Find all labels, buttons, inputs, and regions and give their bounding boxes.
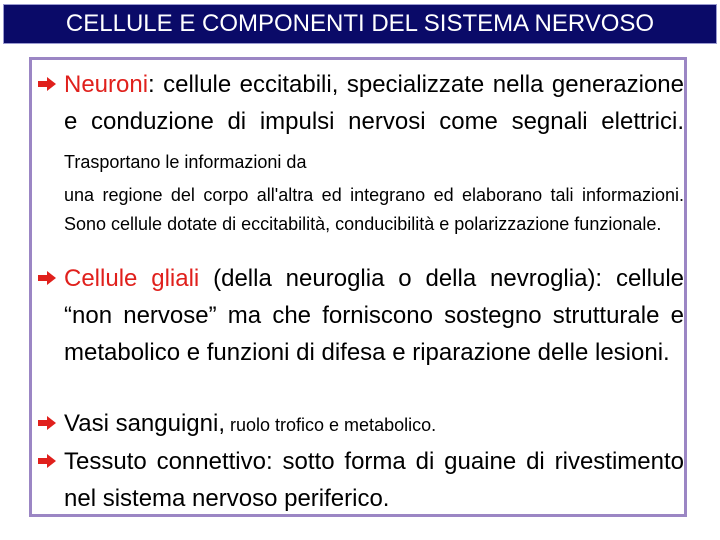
arrow-right-icon [38, 77, 56, 91]
slide-title: CELLULE E COMPONENTI DEL SISTEMA NERVOSO [3, 4, 717, 44]
term-vasi: Vasi sanguigni, [64, 410, 225, 437]
bullet-tessuto [64, 443, 684, 517]
vasi-text: ruolo trofico e metabolico. [225, 415, 437, 435]
bullet-neuroni [64, 66, 684, 239]
bullet-gliali [64, 260, 684, 371]
term-neuroni: Neuroni [64, 71, 149, 98]
term-gliali: Cellule gliali [64, 265, 200, 292]
neuroni-text: : cellule eccitabili, specializzate nella generazione e conduzione di impulsi nervosi come segnali elettrici. [64, 71, 684, 135]
bullet-vasi [64, 405, 684, 444]
arrow-right-icon [38, 416, 56, 430]
neuroni-small-inline: Trasportano le informazioni da [64, 152, 307, 172]
tessuto-text: Tessuto connettivo: sotto forma di guaine di rivestimento nel sistema nervoso periferico. [64, 448, 684, 512]
gliali-text: (della neuroglia o della nevroglia): cellule “non nervose” ma che forniscono sostegno strutturale e metabolico e funzioni di difesa e riparazione delle lesioni. [64, 265, 685, 366]
arrow-right-icon [38, 454, 56, 468]
arrow-right-icon [38, 271, 56, 285]
content-frame [29, 57, 687, 517]
neuroni-small-block: una regione del corpo all'altra ed integrano ed elaborano tali informazioni. Sono cellule dotate di eccitabilità, conducibilità e polarizzazione funzionale. [64, 185, 684, 234]
